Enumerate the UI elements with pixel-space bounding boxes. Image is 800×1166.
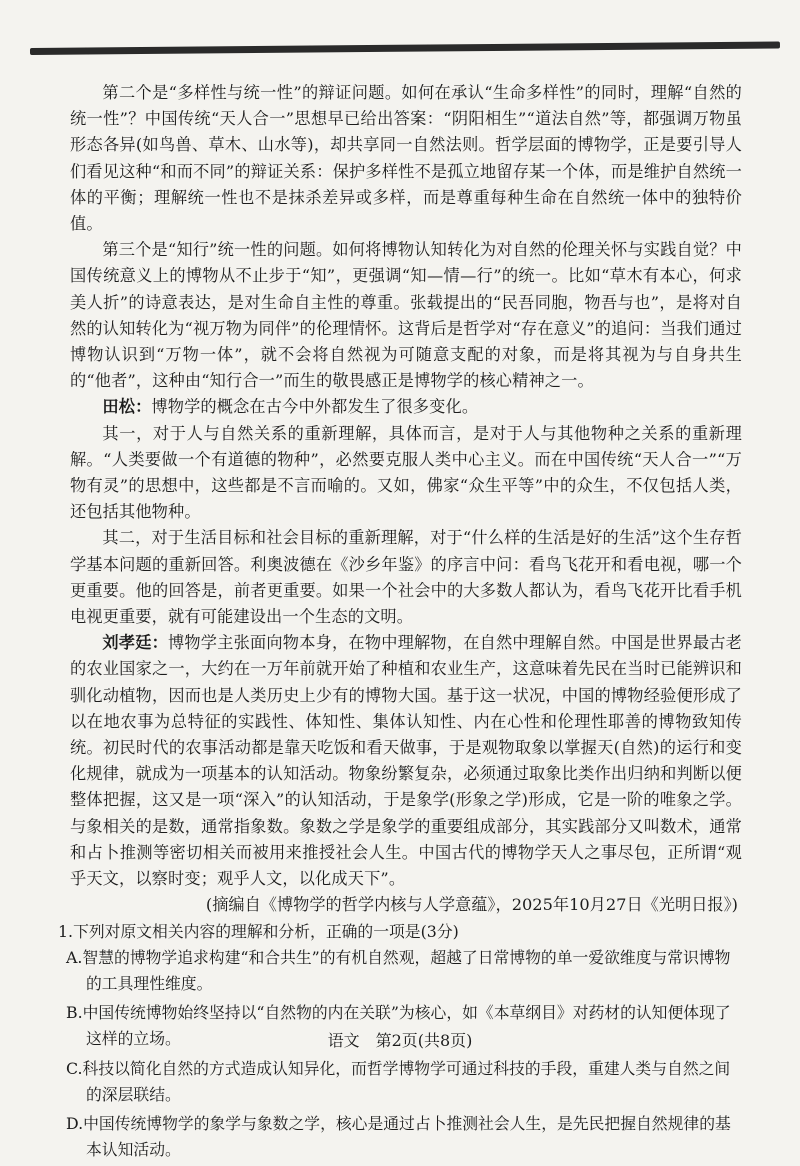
article-paragraph: 田松：博物学的概念在古今中外都发生了很多变化。: [102, 397, 479, 417]
article-body: [58, 80, 742, 1166]
speaker-name: 刘孝廷：: [102, 633, 168, 653]
question-stem: 1.下列对原文相关内容的理解和分析，正确的一项是(3分): [58, 921, 459, 941]
header-rule: [30, 41, 780, 55]
article-paragraph: 第二个是“多样性与统一性”的辩证问题。如何在承认“生命多样性”的同时，理解“自然的统一性”？中国传统“天人合一”思想早已给出答案：“阴阳相生”“道法自然”等，都强调万物虽形态各异(如鸟兽、草木、山水等)，却共享同一自然法则。哲学层面的博物学，正是要引导人们看见这种“和而不同”的辩证关系：保护多样性不是孤立地留存某一个体，而是维护自然统一体的平衡；理解统一性也不是抹杀差异或多样，而是尊重每种生命在自然统一体中的独特价值。: [70, 83, 742, 234]
option-d: D.中国传统博物学的象学与象数之学，核心是通过占卜推测社会人生，是先民把握自然规律的基本认知活动。: [66, 1113, 731, 1160]
option-a: A.智慧的博物学追求构建“和合共生”的有机自然观，超越了日常博物的单一爱欲维度与常识博物的工具理性维度。: [66, 947, 731, 993]
option-b: B.中国传统博物始终坚持以“自然物的内在关联”为核心，如《本草纲目》对药材的认知便体现了这样的立场。: [66, 1003, 731, 1049]
article-source: (摘编自《博物学的哲学内核与人学意蕴》，2025年10月27日《光明日报》): [205, 895, 738, 915]
page-footer: 语文 第2页(共8页): [327, 1031, 473, 1050]
article-paragraph: 其一，对于人与自然关系的重新理解，具体而言，是对于人与其他物种之关系的重新理解。“人类要做一个有道德的物种”，必然要克服人类中心主义。而在中国传统“天人合一”“万物有灵”的思想中，这些都是不言而喻的。又如，佛家“众生平等”中的众生，不仅包括人类，还包括其他物种。: [70, 423, 742, 522]
speaker-name: 田松：: [102, 397, 152, 417]
option-c: C.科技以简化自然的方式造成认知异化，而哲学博物学可通过科技的手段，重建人类与自然之间的深层联结。: [66, 1058, 731, 1104]
article-paragraph: 第三个是“知行”统一性的问题。如何将博物认知转化为对自然的伦理关怀与实践自觉？中国传统意义上的博物从不止步于“知”，更强调“知—情—行”的统一。比如“草木有本心，何求美人折”的诗意表达，是对生命自主性的尊重。张载提出的“民吾同胞，物吾与也”，是将对自然的认知转化为“视万物为同伴”的伦理情怀。这背后是哲学对“存在意义”的追问：当我们通过博物认识到“万物一体”，就不会将自然视为可随意支配的对象，而是将其视为与自身共生的“他者”，这种由“知行合一”而生的敬畏感正是博物学的核心精神之一。: [70, 240, 742, 391]
article-paragraph: 其二，对于生活目标和社会目标的重新理解，对于“什么样的生活是好的生活”这个生存哲学基本问题的重新回答。利奥波德在《沙乡年鉴》的序言中问：看鸟飞花开和看电视，哪一个更重要。他的回答是，前者更重要。如果一个社会中的大多数人都认为，看鸟飞花开比看手机电视更重要，就有可能建设出一个生态的文明。: [70, 528, 742, 627]
article-paragraph: 刘孝廷：博物学主张面向物本身，在物中理解物，在自然中理解自然。中国是世界最古老的农业国家之一，大约在一万年前就开始了种植和农业生产，这意味着先民在当时已能辨识和驯化动植物，因而也是人类历史上少有的博物大国。基于这一状况，中国的博物经验便形成了以在地农事为总特征的实践性、体知性、集体认知性、内在心性和伦理性耶善的博物致知传统。初民时代的农事活动都是靠天吃饭和看天做事，于是观物取象以掌握天(自然)的运行和变化规律，就成为一项基本的认知活动。物象纷繁复杂，必须通过取象比类作出归纳和判断以便整体把握，这又是一项“深入”的认知活动，于是象学(形象之学)形成，它是一阶的唯象之学。与象相关的是数，通常指象数。象数之学是象学的重要组成部分，其实践部分又叫数术，通常和占卜推测等密切相关而被用来推授社会人生。中国古代的博物学天人之事尽包，正所谓“观乎天文，以察时变；观乎人文，以化成天下”。: [70, 633, 742, 889]
